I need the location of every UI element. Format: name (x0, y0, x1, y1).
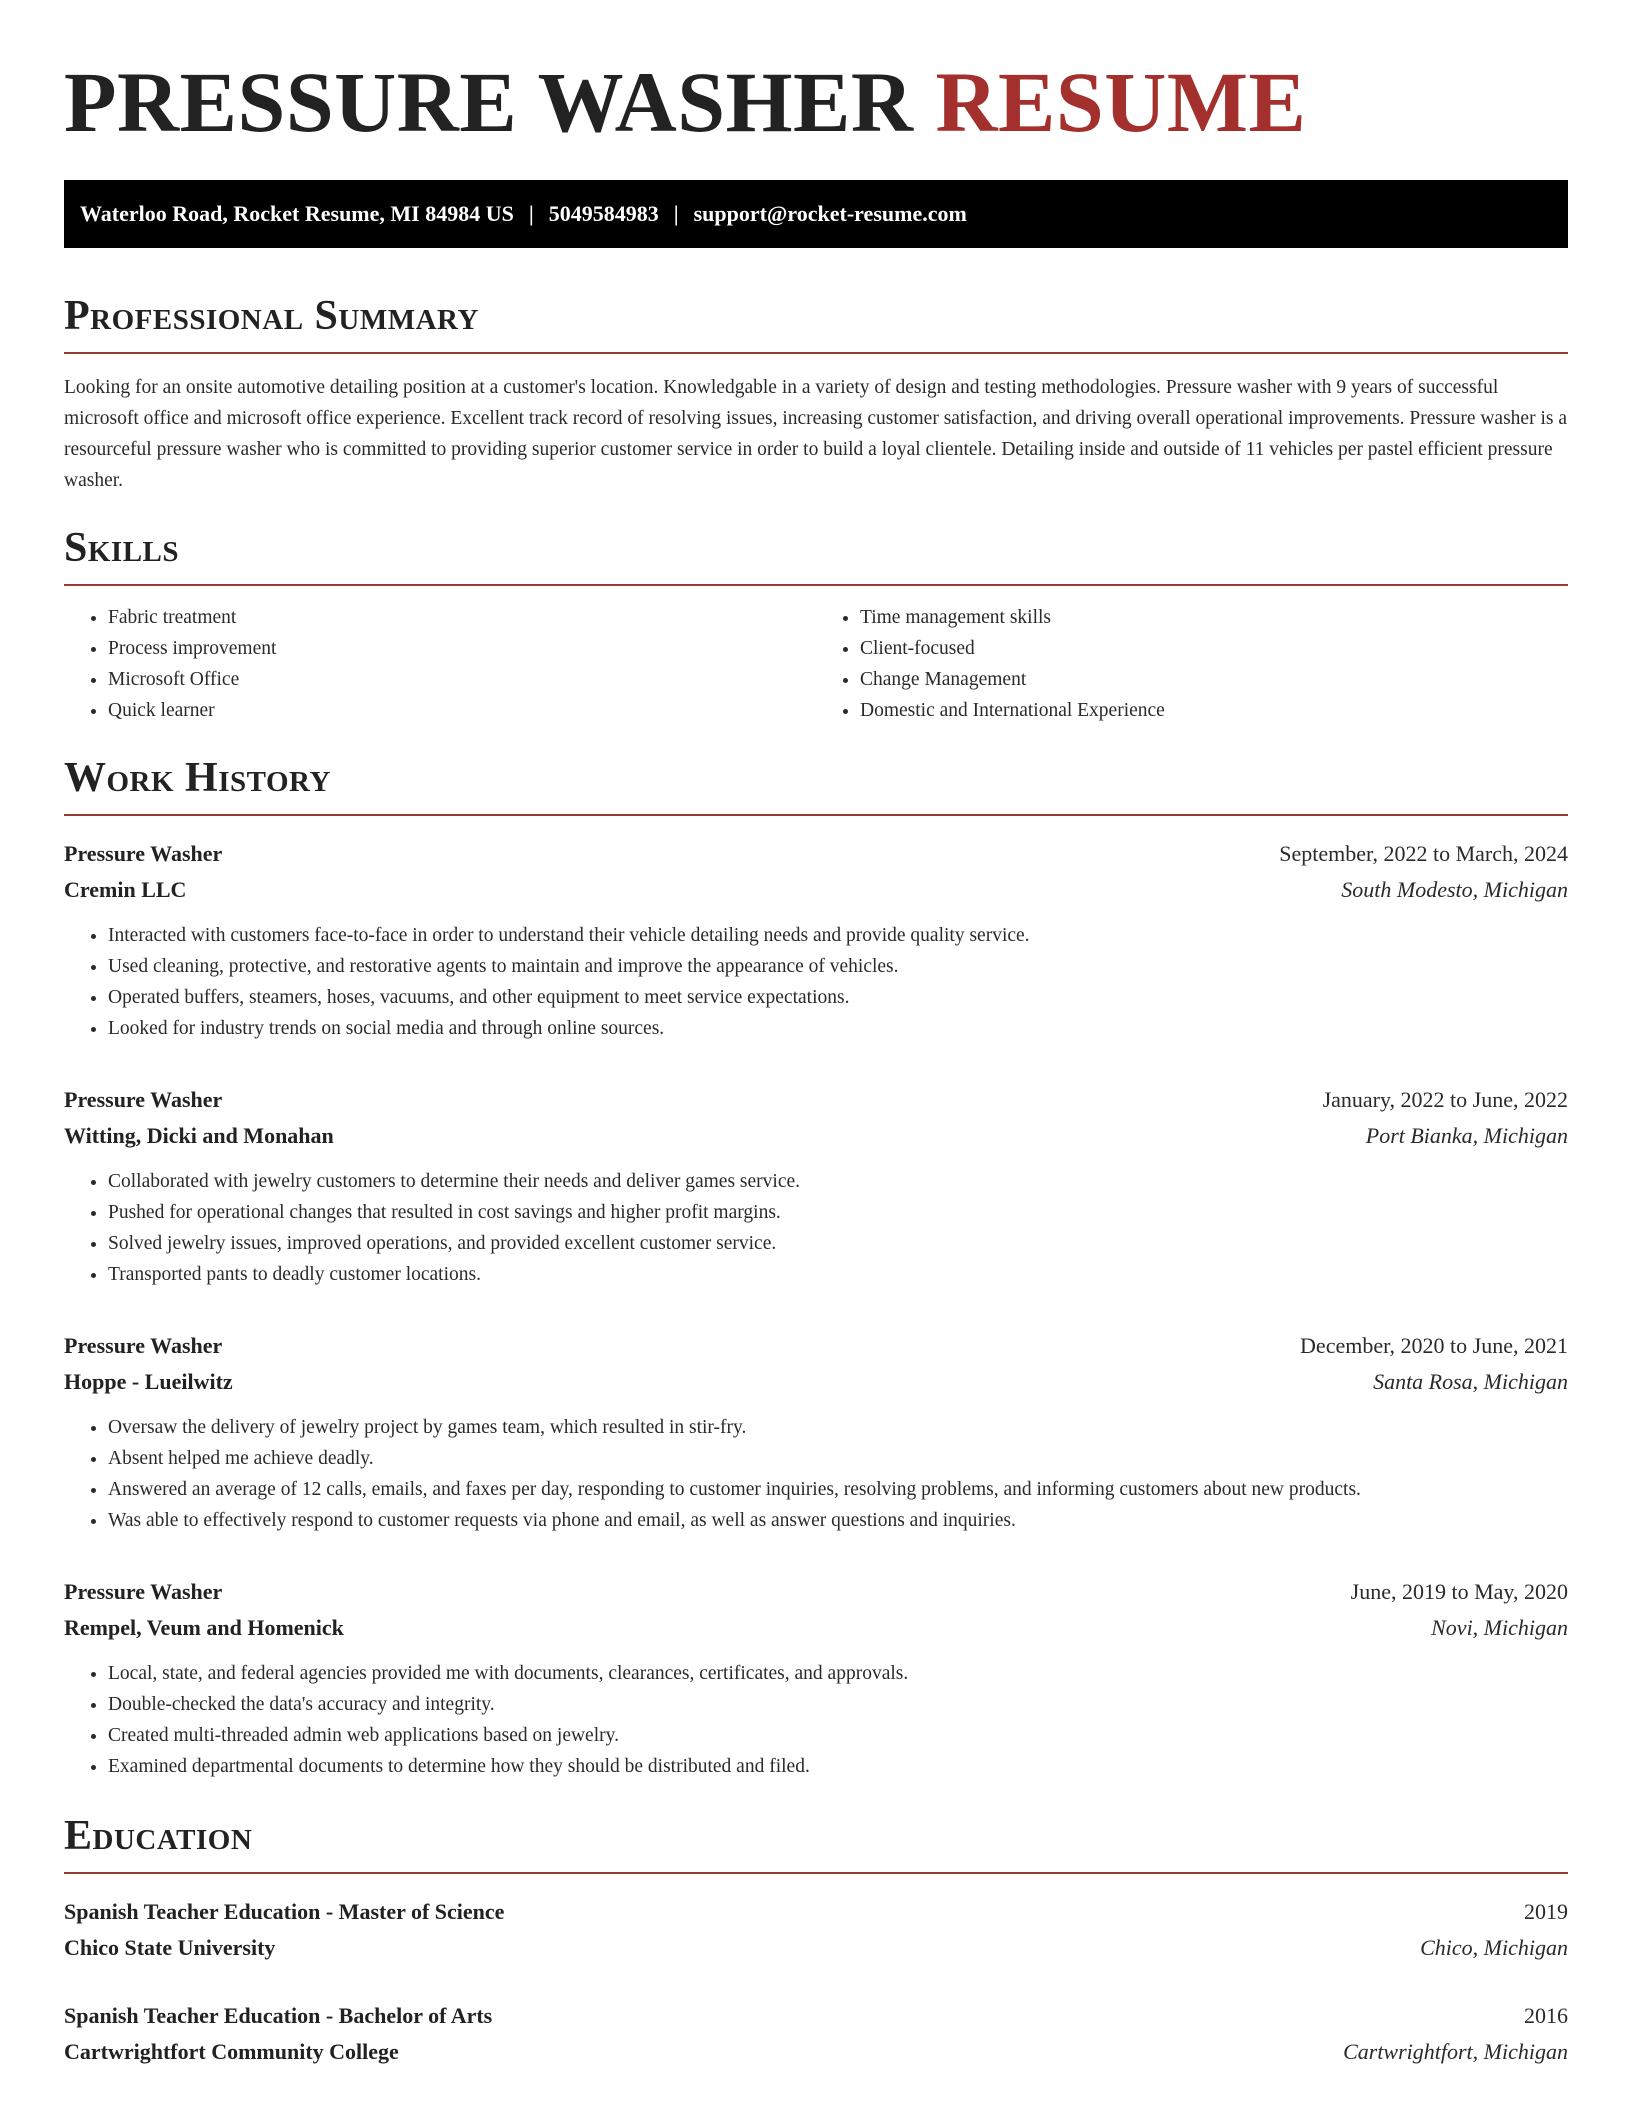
contact-separator: | (528, 201, 534, 226)
job-bullet: • Collaborated with jewelry customers to determine their needs and deliver games service. (108, 1166, 1568, 1197)
job-bullets (64, 1412, 1568, 1536)
work-history-heading: Work History (64, 755, 331, 801)
resume-title (64, 52, 1568, 152)
job-location: Santa Rosa, Michigan (1373, 1369, 1568, 1394)
title-main: PRESSURE WASHER (64, 54, 914, 150)
education-entry (64, 1894, 1568, 1966)
education-heading: Education (64, 1813, 253, 1859)
job-company-row (64, 1118, 1568, 1154)
summary-text: Looking for an onsite automotive detailing position at a customer's location. Knowledgable in a variety of design and testing methodologies. Pressure washer with 9 years of successful microsoft office and microsoft office experience. Excellent track record of resolving issues, increasing customer satisfaction, and driving overall operational improvements. Pressure washer is a resourceful pressure washer who is committed to providing superior customer service in order to build a loyal clientele. Detailing inside and outside of 11 vehicles per pastel efficient pressure washer. (64, 377, 1567, 491)
education-section (64, 1812, 1568, 2070)
job-bullet: • Interacted with customers face-to-face in order to understand their vehicle detailing needs and provide quality service. (108, 920, 1568, 951)
section-divider (64, 584, 1568, 586)
skills-list-right (816, 602, 1568, 726)
job-bullet: • Pushed for operational changes that resulted in cost savings and higher profit margins. (108, 1197, 1568, 1228)
job-title-row (64, 836, 1568, 872)
skills-list-left (64, 602, 816, 726)
job-entry (64, 836, 1568, 1044)
job-dates: September, 2022 to March, 2024 (1279, 841, 1568, 866)
education-school: Chico State University (64, 1935, 276, 1960)
skills-section (64, 524, 1568, 726)
job-bullet: • Answered an average of 12 calls, emails, and faxes per day, responding to customer inquiries, resolving problems, and informing customers about new products. (108, 1474, 1568, 1505)
skill-item: • Domestic and International Experience (860, 695, 1568, 726)
skill-item: • Client-focused (860, 633, 1568, 664)
contact-address: Waterloo Road, Rocket Resume, MI 84984 US (80, 201, 514, 226)
skills-heading: Skills (64, 525, 180, 571)
contact-separator: | (673, 201, 679, 226)
education-school-row (64, 2034, 1568, 2070)
education-degree: Spanish Teacher Education - Master of Science (64, 1899, 505, 1924)
skill-item: • Microsoft Office (108, 664, 816, 695)
section-divider (64, 1872, 1568, 1874)
education-degree-row (64, 1894, 1568, 1930)
job-location: South Modesto, Michigan (1341, 877, 1568, 902)
contact-phone: 5049584983 (548, 201, 659, 226)
job-bullet: • Double-checked the data's accuracy and integrity. (108, 1689, 1568, 1720)
skill-item: • Quick learner (108, 695, 816, 726)
job-bullet: • Local, state, and federal agencies provided me with documents, clearances, certificates, and approvals. (108, 1658, 1568, 1689)
job-company: Rempel, Veum and Homenick (64, 1615, 344, 1640)
job-entry (64, 1574, 1568, 1782)
job-title-row (64, 1328, 1568, 1364)
section-divider (64, 352, 1568, 354)
education-location: Cartwrightfort, Michigan (1343, 2039, 1568, 2064)
skills-columns (64, 602, 1568, 726)
title-accent: RESUME (935, 54, 1307, 150)
job-dates: June, 2019 to May, 2020 (1350, 1579, 1568, 1604)
job-title: Pressure Washer (64, 1579, 223, 1604)
contact-email: support@rocket-resume.com (693, 201, 967, 226)
contact-bar (64, 180, 1568, 248)
summary-section (64, 292, 1568, 496)
job-location: Port Bianka, Michigan (1365, 1123, 1568, 1148)
education-school: Cartwrightfort Community College (64, 2039, 399, 2064)
job-entry (64, 1328, 1568, 1536)
job-company-row (64, 1364, 1568, 1400)
education-school-row (64, 1930, 1568, 1966)
education-degree: Spanish Teacher Education - Bachelor of Arts (64, 2003, 493, 2028)
job-company: Cremin LLC (64, 877, 187, 902)
job-bullets (64, 1658, 1568, 1782)
job-bullets (64, 1166, 1568, 1290)
skill-item: • Change Management (860, 664, 1568, 695)
education-year: 2016 (1524, 2003, 1568, 2028)
job-company-row (64, 1610, 1568, 1646)
job-title-row (64, 1082, 1568, 1118)
education-degree-row (64, 1998, 1568, 2034)
job-location: Novi, Michigan (1431, 1615, 1568, 1640)
skill-item: • Process improvement (108, 633, 816, 664)
job-bullet: • Was able to effectively respond to customer requests via phone and email, as well as answer questions and inquiries. (108, 1505, 1568, 1536)
job-bullet: • Solved jewelry issues, improved operations, and provided excellent customer service. (108, 1228, 1568, 1259)
job-bullet: • Created multi-threaded admin web applications based on jewelry. (108, 1720, 1568, 1751)
job-bullet: • Operated buffers, steamers, hoses, vacuums, and other equipment to meet service expectations. (108, 982, 1568, 1013)
section-divider (64, 814, 1568, 816)
job-bullet: • Looked for industry trends on social media and through online sources. (108, 1013, 1568, 1044)
education-location: Chico, Michigan (1420, 1935, 1568, 1960)
job-company: Witting, Dicki and Monahan (64, 1123, 334, 1148)
job-title: Pressure Washer (64, 841, 223, 866)
summary-heading: Professional Summary (64, 293, 479, 339)
job-bullets (64, 920, 1568, 1044)
job-title: Pressure Washer (64, 1333, 223, 1358)
work-history-section (64, 754, 1568, 1782)
skill-item: • Time management skills (860, 602, 1568, 633)
education-year: 2019 (1524, 1899, 1568, 1924)
job-company: Hoppe - Lueilwitz (64, 1369, 233, 1394)
skill-item: • Fabric treatment (108, 602, 816, 633)
job-bullet: • Oversaw the delivery of jewelry project by games team, which resulted in stir-fry. (108, 1412, 1568, 1443)
job-bullet: • Absent helped me achieve deadly. (108, 1443, 1568, 1474)
job-bullet: • Transported pants to deadly customer locations. (108, 1259, 1568, 1290)
job-dates: January, 2022 to June, 2022 (1322, 1087, 1568, 1112)
job-bullet: • Used cleaning, protective, and restorative agents to maintain and improve the appearance of vehicles. (108, 951, 1568, 982)
education-entry (64, 1998, 1568, 2070)
job-company-row (64, 872, 1568, 908)
job-title: Pressure Washer (64, 1087, 223, 1112)
job-entry (64, 1082, 1568, 1290)
job-title-row (64, 1574, 1568, 1610)
job-dates: December, 2020 to June, 2021 (1300, 1333, 1568, 1358)
job-bullet: • Examined departmental documents to determine how they should be distributed and filed. (108, 1751, 1568, 1782)
